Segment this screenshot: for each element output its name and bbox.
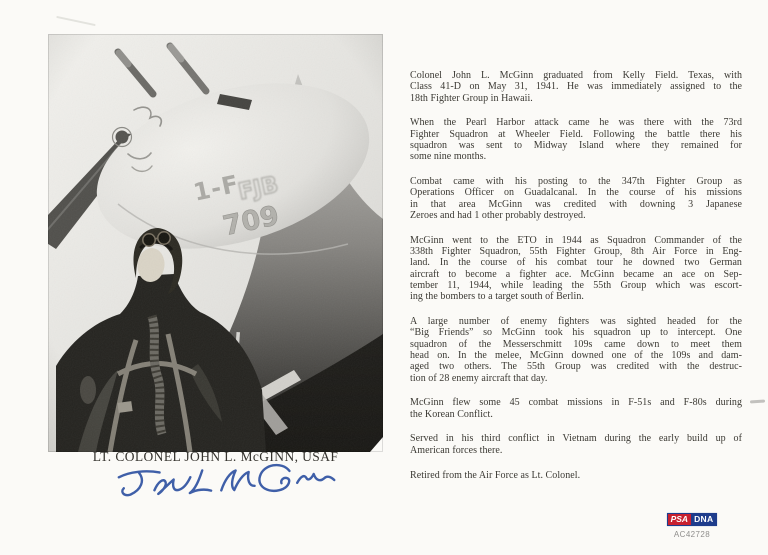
dna-logo: DNA [691,514,716,525]
psa-dna-logo [667,513,718,526]
bio-line: McGinn went to the ETO in 1944 as Squadron Commander of the [410,234,742,246]
bio-line: A large number of enemy fighters was sighted headed for the [410,316,742,328]
pilot-photo [48,34,383,452]
bio-line: tember 11, 1944, while leading the 55th Group which was escort- [410,279,742,291]
bio-line: in that area McGinn was credited with downing 3 Japanese [410,198,742,210]
bio-paragraph [410,117,742,162]
bio-line: American forces there. [410,444,503,456]
bio-paragraph [410,176,742,221]
photo-caption: LT. COLONEL JOHN L. McGINN, USAF [92,449,339,464]
psa-dna-stamp [666,509,718,539]
bio-line: land. In the course of his combat tour he downed two German [410,257,742,269]
bio-line: Fighter Squadron at Wheeler Field. Following the battle there his [410,128,742,140]
bio-line: aircraft to become a fighter ace. McGinn became an ace on Sep- [410,268,742,280]
scan-artifact-crease [56,16,95,26]
bio-paragraph [410,470,742,481]
cert-number: AC42728 [673,530,711,539]
bio-line: squadron of the Messerschmitt 109s came down to meet them [410,338,742,350]
bio-line: Retired from the Air Force as Lt. Colonel. [410,469,581,481]
bio-paragraph [410,70,742,104]
bio-paragraph [410,397,742,420]
bio-line: McGinn flew some 45 combat missions in F-51s and F-80s during [410,397,742,409]
bio-line: Zeroes and had 1 other probably destroyed. [410,209,586,221]
psa-logo: PSA [668,514,691,525]
scan-artifact-dash [750,399,765,403]
bio-line: “Big Friends” so McGinn took his squadron up to intercept. One [410,327,742,339]
bio-line: ing the bombers to a target south of Berlin. [410,291,584,303]
bio-line: tion of 28 enemy aircraft that day. [410,372,548,384]
bio-line: Operations Officer on Guadalcanal. In the course of his missions [410,187,742,199]
bio-line: When the Pearl Harbor attack came he was there with the 73rd [410,117,742,129]
bio-line: 338th Fighter Squadron, 55th Fighter Group, 8th Air Force in Eng- [410,246,742,258]
bio-line: 18th Fighter Group in Hawaii. [410,92,533,104]
bio-line: some nine months. [410,151,487,163]
biography-text [410,70,742,494]
bio-line: Class 41-D on May 31, 1941. He was immediately assigned to the [410,81,742,93]
bio-line: head on. In the melee, McGinn downed one of the 109s and dam- [410,349,742,361]
bio-line: squadron was sent to Midway Island where they remained for [410,139,742,151]
bio-line: the Korean Conflict. [410,408,493,420]
bio-paragraph [410,316,742,384]
bio-line: Served in his third conflict in Vietnam during the early build up of [410,433,742,445]
bio-paragraph [410,433,742,456]
bio-line: aged two others. The 55th Group was credited with the destruc- [410,361,742,373]
pilot-photo-art [48,34,383,452]
bio-line: Combat came with his posting to the 347th Fighter Group as [410,176,742,188]
bio-line: Colonel John L. McGinn graduated from Kelly Field. Texas, with [410,70,742,81]
bio-paragraph [410,235,742,303]
autograph-signature [105,455,338,509]
